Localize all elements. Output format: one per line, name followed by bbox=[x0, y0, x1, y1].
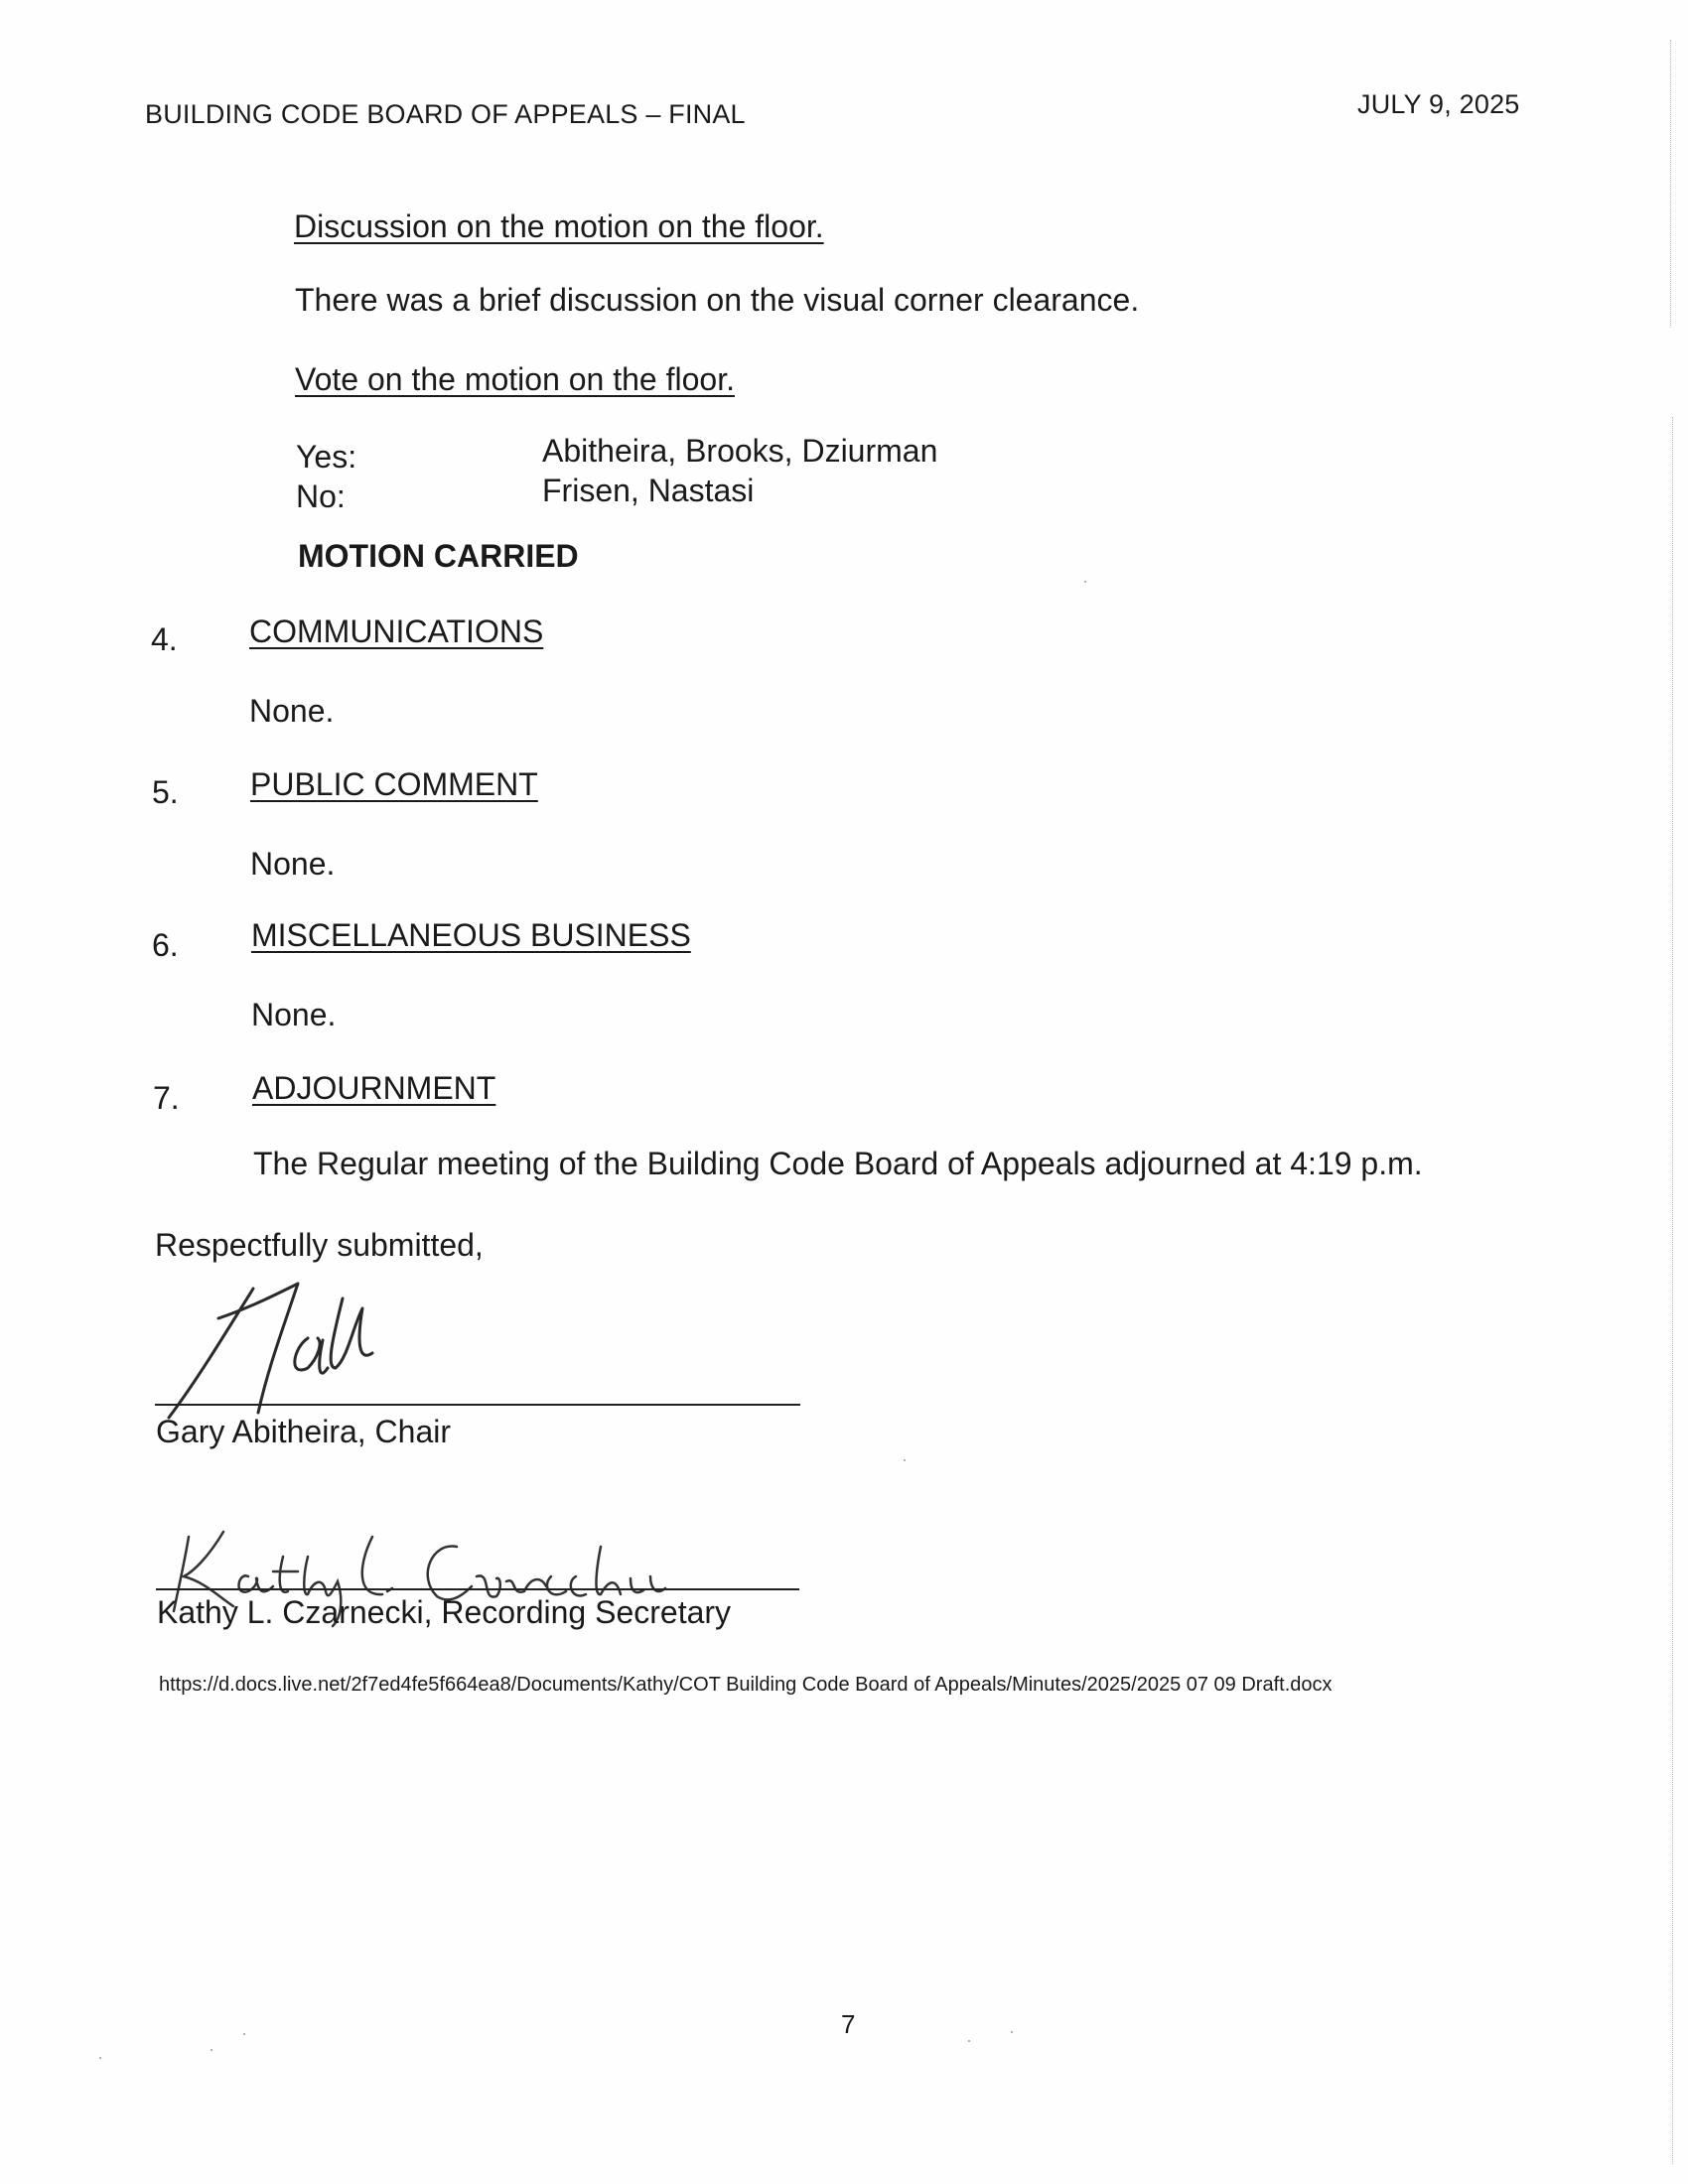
section-number: 4. bbox=[151, 621, 178, 657]
secretary-name: Kathy L. Czarnecki, Recording Secretary bbox=[157, 1594, 732, 1630]
section-number: 6. bbox=[152, 927, 179, 963]
section-number: 7. bbox=[153, 1080, 180, 1116]
scan-speck bbox=[904, 1459, 906, 1461]
header-date: JULY 9, 2025 bbox=[1357, 89, 1520, 119]
scan-speck bbox=[1011, 2031, 1013, 2033]
vote-yes-label: Yes: bbox=[296, 439, 357, 475]
scan-speck bbox=[211, 2049, 212, 2051]
closing-text: Respectfully submitted, bbox=[155, 1227, 484, 1263]
footer-file-path: https://d.docs.live.net/2f7ed4fe5f664ea8/Documents/Kathy/COT Building Code Board of Appeals/Minutes/2025/2025 07 09 Draft.docx bbox=[159, 1674, 1333, 1696]
page-number: 7 bbox=[841, 2009, 856, 2039]
scan-edge-line bbox=[1672, 417, 1673, 2164]
section-text: None. bbox=[250, 846, 336, 882]
scan-speck bbox=[99, 2057, 101, 2059]
scan-speck bbox=[1084, 581, 1086, 583]
chair-name: Gary Abitheira, Chair bbox=[156, 1414, 452, 1449]
vote-no-label: No: bbox=[296, 478, 346, 514]
section-title-adjournment: ADJOURNMENT bbox=[252, 1070, 496, 1106]
section-text: None. bbox=[251, 997, 337, 1032]
vote-no-names: Frisen, Nastasi bbox=[542, 473, 755, 508]
section-title-communications: COMMUNICATIONS bbox=[249, 614, 544, 649]
motion-result: MOTION CARRIED bbox=[298, 538, 579, 574]
section-title-miscellaneous-business: MISCELLANEOUS BUSINESS bbox=[251, 917, 691, 953]
scan-speck bbox=[968, 2040, 970, 2042]
vote-heading: Vote on the motion on the floor. bbox=[295, 361, 735, 397]
secretary-signature-line bbox=[156, 1588, 799, 1590]
section-number: 5. bbox=[152, 774, 179, 810]
chair-signature-line bbox=[155, 1404, 800, 1406]
adjournment-text: The Regular meeting of the Building Code Board of Appeals adjourned at 4:19 p.m. bbox=[253, 1146, 1423, 1181]
header-title: BUILDING CODE BOARD OF APPEALS – FINAL bbox=[145, 99, 746, 129]
vote-yes-names: Abitheira, Brooks, Dziurman bbox=[542, 433, 938, 469]
scan-edge-line bbox=[1670, 40, 1671, 328]
discussion-heading: Discussion on the motion on the floor. bbox=[294, 208, 824, 244]
section-title-public-comment: PUBLIC COMMENT bbox=[250, 766, 538, 802]
section-text: None. bbox=[249, 693, 335, 729]
discussion-text: There was a brief discussion on the visual corner clearance. bbox=[295, 282, 1140, 318]
scan-speck bbox=[243, 2033, 245, 2035]
